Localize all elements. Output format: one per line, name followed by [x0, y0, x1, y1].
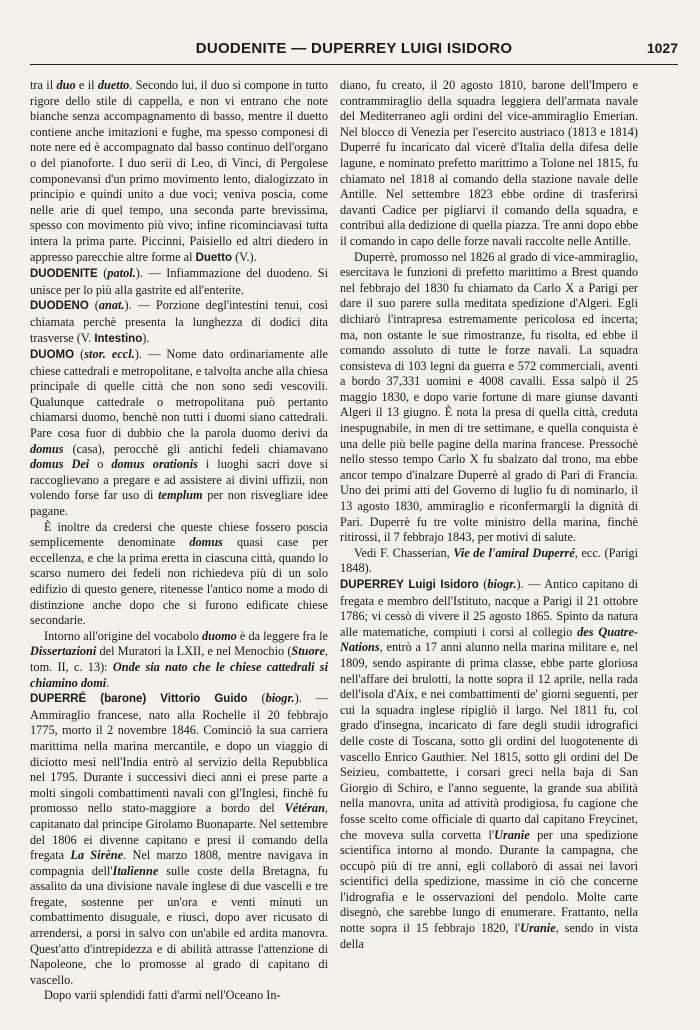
emphasis: duo	[56, 78, 76, 92]
emphasis: Stuore	[291, 644, 325, 659]
text-run: per una spedizione scientifica intorno al mondo. Durante la campagna, che occupò più di tre anni, egli collaborò di assai nei lavori scientifici della spedizione, massime in ciò che concerne l'idrografia e le osservazioni del pendolo. Molte carte disegnò, che sarebbe lungo di enumerare. Frattanto, nella notte sopra il 15 febbrajo 1820, l'	[340, 827, 639, 936]
text-run: , sendo in vista della	[340, 921, 638, 951]
headword: Intestino	[94, 332, 143, 345]
page-header	[30, 38, 678, 65]
emphasis: stor. eccl.	[84, 347, 135, 362]
text-run: ). — Ammiraglio francese, nato alla Rochelle il 20 febbrajo 1775, morto il 2 novembre 1846. Cominciò la sua carriera marittima nella marina mercantile, e dopo un viaggio di diciotto mesi nell'India entrò al servizio della Repubblica nel 1795. Durante i successivi dieci anni ei prese parte a molti singoli combattimenti navali con gl'Inglesi, finchè fu promosso nello stato-maggiore a bordo del	[30, 691, 328, 816]
emphasis: La Sirène	[70, 848, 124, 863]
paragraph	[340, 78, 638, 250]
text-run: ). — Infiammazione del duodeno. Si unisce per lo più alla gastrite ed all'enterite.	[30, 266, 329, 297]
headword: DUOMO	[30, 349, 75, 362]
emphasis: Dissertazioni	[30, 644, 97, 659]
paragraph	[30, 988, 328, 1004]
emphasis: templum	[158, 488, 203, 503]
text-run: Intorno all'origine del vocabolo	[44, 628, 202, 643]
text-run: , entrò a 17 anni alunno nella marina militare e, nel 1809, sendo aspirante di prima classe, ebbe parte gloriosa nell'affare dei brulotti, la notte sopra il 12 aprile, nella rada dell'isola d'Aix, e nei combattimenti de' giorni seguenti, per cui la squadra inglese ripigliò il largo. Nel 1811 fu, col grado d'insegna, incaricato di fare degli studii idrografici delle coste di Toscana, sotto gli ordini del luogotenente di vascello Enrico Gauthier. Nel 1815, sotto gli ordini del De Seizieu, combattette, i corsari greci nella baja di San Giorgio di Schiro, e l'anno seguente, la grande sua abilità nella manovra, unita ad attività prodigiosa, fu cagione che fosse scelto come officiale di quarto dal capitano Freycinet, che moveva sulla corvetta l'	[340, 640, 638, 842]
emphasis: patol.	[107, 266, 136, 281]
text-run: quasi case per eccellenza, e che la prima eretta in ciascuna città, quando lo scarso numero dei fedeli non richiedeva più di un solo edifizio di questo genere, ritenesse l'antico nome a modo di distinzione anche dopo che si furono edificate chiese secondarie.	[30, 535, 328, 628]
headword: DUPERRÉ (barone) Vittorio Guido	[30, 693, 248, 706]
emphasis: anat.	[98, 298, 125, 313]
emphasis: domus	[189, 535, 223, 550]
emphasis: duetto	[97, 78, 130, 92]
paragraph	[30, 691, 328, 988]
text-run: sulle coste della Bretagna, fu assalito da una divisione navale inglese di due vascelli e tre fregate, sostenne per un'ora e venti minuti un combattimento disuguale, e riuscì, dopo aver ricusato di arrendersi, a porsi in salvo con un'abile ed ardita manovra. Quest'atto d'intrepidezza e di abilità attrasse l'attenzione di Napoleone, che lo promosse al grado di capitano di vascello.	[30, 863, 328, 987]
text-run: i luoghi sacri dove si raccoglievano a pregare e ad assistere ai divini uffizii, non volendo forse far uso di	[30, 457, 328, 503]
text-run: (	[88, 298, 99, 313]
emphasis: Uranie	[520, 921, 556, 936]
text-run: , ecc. (Parigi 1848).	[340, 545, 638, 576]
text-run: , capitanato dal principe Girolamo Buonaparte. Nel settembre del 1806 ei divenne capitano e presi il comando della fregata	[30, 801, 328, 863]
emphasis: Vétéran	[284, 801, 325, 816]
paragraph	[30, 266, 328, 298]
headword: Duetto	[195, 251, 232, 264]
emphasis: domus	[30, 441, 64, 456]
paragraph	[30, 298, 328, 347]
text-run: (V.).	[232, 249, 257, 264]
paragraph	[30, 520, 328, 629]
text-run: Vedi F. Chasserian,	[354, 545, 454, 560]
paragraph	[30, 629, 328, 691]
emphasis: domus Dei	[30, 457, 90, 472]
paragraph	[30, 78, 328, 266]
emphasis: biogr.	[487, 577, 517, 591]
emphasis: Onde sia nato che le chiese cattedrali si chiamino domi	[30, 659, 329, 690]
emphasis: des Quatre-Nations	[340, 624, 638, 655]
emphasis: Vie de l'amiral Duperré	[453, 545, 575, 560]
text-run: (	[74, 347, 85, 362]
text-run: . Secondo lui, il duo si compone in tutto rigore dello stile di cappella, e non vi entrano che note bianche senza accompagnamento di basso, mentre il duetto contiene anche imitazioni e fughe, ma spesso componesi di note nere ed è accompagnato dal basso continuo dell'organo o del pianoforte. I duo serii di Leo, di Vinci, di Pergolese componevansi d'un primo movimento lento, dialogizzato in principio e quindi unito a due voci; veniva poscia, come nelle arie di quel tempo, una seconda parte brevissima, spesso con movimento più vivo; infine ricominciavasi tutta intera la prima parte. Piccinni, Paisiello ed altri diedero in appresso parecchie altre forme al	[30, 78, 329, 264]
text-run: ). — Antico capitano di fregata e membro dell'Istituto, nacque a Parigi il 21 ottobre 1786; vi cessò di vivere il 25 agosto 1865. Spinto da natura alle matematiche, compiuti i corsi al collegio	[340, 577, 638, 639]
running-title: DUODENITE — DUPERREY LUIGI ISIDORO	[195, 40, 513, 57]
text-run: (	[247, 691, 266, 706]
page-number: 1027	[646, 40, 678, 56]
text-run: .	[106, 675, 110, 690]
right-column	[340, 78, 638, 952]
text-run: del Muratori la LXII, e nel Menochio (	[96, 644, 292, 659]
paragraph	[340, 250, 638, 546]
text-run: o	[89, 457, 112, 472]
paragraph	[340, 577, 638, 952]
left-column	[30, 78, 328, 1004]
text-run: (	[97, 266, 108, 281]
text-run: (casa), perocchè gli antichi fedeli chiamavano	[63, 441, 328, 456]
text-run: Duperrè, promosso nel 1826 al grado di vice-ammiraglio, esercitava le funzioni di prefetto marittimo a Brest quando nel febbrajo del 1830 fu chiamato da Carlo X a Parigi per dare il suo parere sulla meditata spedizione d'Algeri. Egli dichiarò l'intrapresa estremamente pericolosa ed incerta; ma, non ostante le sue rimostranze, fu risolta, ed ebbe il comando assoluto di tutte le forze navali. La squadra consisteva di 103 legni da guerra e 572 commerciali, aventi a bordo 37,331 uomini e 4008 cavalli. Essa salpò il 25 maggio 1830, e dopo varie fortune di mare giunse davanti Algeri il 13 giugno. È nota la presa di quella città, creduta inespugnabile, in men di tre settimane, e quella conquista è una delle più belle pagine della marina francese. Pressochè nello stesso tempo Carlo X fu sbalzato dal trono, ma ebbe ancor tempo d'inalzare Duperrè al grado di Pari di Francia. Uno dei primi atti del Governo di luglio fu di nominarlo, il 13 agosto 1830, ammiraglio e riconfermargli la dignità di Pari. Duperrè fu tre volte ministro della marina, finchè ritirossi, il 7 febbrajo 1843, per motivi di salute.	[340, 249, 638, 545]
text-run: e il	[75, 78, 98, 92]
headword: DUODENO	[30, 300, 89, 313]
emphasis: Italienne	[112, 863, 159, 878]
text-run: ).	[142, 330, 150, 345]
text-run: . Nel marzo 1808, mentre navigava in compagnia dell'	[30, 848, 328, 878]
paragraph	[340, 546, 638, 577]
text-run: per non risvegliare idee pagane.	[30, 488, 328, 519]
headword: DUPERREY Luigi Isidoro	[340, 579, 479, 591]
emphasis: domus orationis	[111, 457, 198, 472]
headword: DUODENITE	[30, 268, 98, 281]
text-run: Dopo varii splendidi fatti d'armi nell'Oceano In-	[44, 988, 281, 1003]
text-run: ). — Porzione degl'intestini tenui, così chiamata perchè presenta la lunghezza di dodici dita trasverse (V.	[30, 298, 329, 345]
emphasis: Uranie	[494, 827, 530, 842]
text-run: tra il	[30, 78, 57, 92]
text-run: (	[478, 577, 488, 591]
text-run: ). — Nome dato ordinariamente alle chiese cattedrali e metropolitane, e talvolta anche alla chiesa principale di quelle città che non sono sedi vescovili. Qualunque cattedrale o metropolitana può pertanto chiamarsi duomo, benchè non tutti i duomi siano cattedrali. Pare cosa fuor di dubbio che la parola duomo derivi da	[30, 347, 328, 441]
text-run: diano, fu creato, il 20 agosto 1810, barone dell'Impero e contrammiraglio della squadra leggiera dell'armata navale del Mediterraneo agli ordini del vice-ammiraglio Emerian. Nel blocco di Venezia per l'esercito austriaco (1813 e 1814) Duperré fu incaricato dal vicerè d'Italia della difesa delle lagune, e nominato prefetto marittimo a Tolone nel 1815, fu chiamato nel 1818 al comando della stazione navale delle Antille. Nel settembre 1823 ebbe ordine di trasferirsi davanti Cadice per pigliarvi il comando della squadra, e contribuì alla dedizione di quella piazza. Tre anni dopo ebbe il comando in capo delle forze navali raccolte nelle Antille.	[340, 78, 638, 248]
text-run: È inoltre da credersi che queste chiese fossero poscia semplicemente denominate	[30, 519, 328, 550]
text-run: , tom. II, c. 13):	[30, 644, 328, 674]
emphasis: biogr.	[265, 691, 295, 706]
paragraph	[30, 347, 328, 520]
emphasis: duomo	[201, 628, 237, 643]
text-run: è da leggere fra le	[236, 628, 329, 643]
